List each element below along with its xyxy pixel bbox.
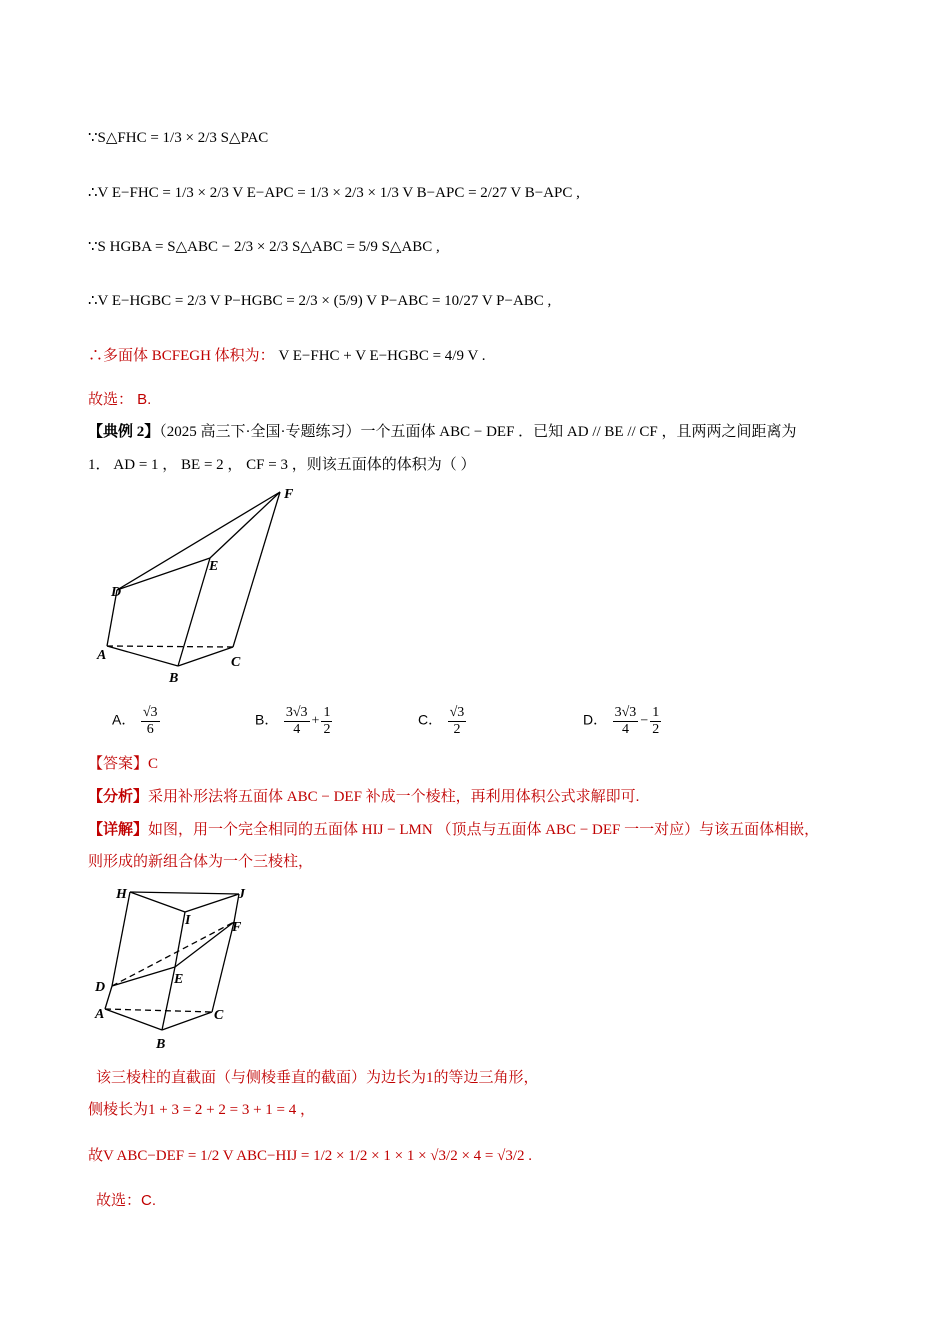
example-2: [88, 422, 797, 442]
step-5-formula: V E−FHC + V E−HGBC = 4/9 V .: [278, 348, 486, 364]
fig2-label-i: I: [185, 913, 191, 928]
option-d[interactable]: D． $\frac{3√3}{4}$ − $\frac{1}{2}$: [583, 705, 660, 737]
fig2-label-e: E: [174, 972, 184, 987]
fig1-label-f: F: [284, 487, 294, 502]
fig2-label-d: D: [95, 980, 106, 995]
fig2-label-j: J: [238, 887, 245, 902]
conclusion-1: 该三棱柱的直截面（与侧棱垂直的截面）为边长为1的等边三角形，: [96, 1070, 539, 1086]
analysis: 【分析】采用补形法将五面体 ABC − DEF 补成一个棱柱，再利用体积公式求解即可.: [88, 789, 640, 805]
step-4: ∴V E−HGBC = 2/3 V P−HGBC = 2/3 × (5/9) V P−ABC = 10/27 V P−ABC ,: [88, 293, 552, 309]
fig1-label-b: B: [169, 671, 179, 686]
example-question-2: 1． AD = 1 ， BE = 2 ， CF = 3 ，则该五面体的体积为（ ）: [88, 457, 476, 473]
fig2-label-a: A: [95, 1007, 105, 1022]
option-b[interactable]: B． $\frac{3√3}{4}$ + $\frac{1}{2}$: [255, 705, 331, 737]
step-5: [88, 346, 486, 366]
choice-1: 故选： B.: [88, 391, 152, 408]
fig1-label-d: D: [111, 585, 122, 600]
conclusion-3: 故V ABC−DEF = 1/2 V ABC−HIJ = 1/2 × 1/2 × 1 × 1 × √3/2 × 4 = √3/2 .: [88, 1148, 533, 1164]
answer: 【答案】C: [88, 756, 159, 772]
step-2: ∴V E−FHC = 1/3 × 2/3 V E−APC = 1/3 × 2/3 × 1/3 V B−APC = 2/27 V B−APC ,: [88, 185, 580, 201]
fig2-label-b: B: [156, 1037, 166, 1052]
fig2-label-h: H: [116, 887, 127, 902]
example-source: （2025 高三下·全国·专题练习）: [159, 424, 361, 440]
fig1-label-c: C: [231, 655, 241, 670]
fig1-label-a: A: [97, 648, 107, 663]
step-1: ∵S△FHC = 1/3 × 2/3 S△PAC: [88, 130, 269, 146]
step-5-prefix: ∴多面体 BCFEGH 体积为：: [88, 348, 275, 364]
fig1-label-e: E: [209, 559, 219, 574]
detail-line-2: 则形成的新组合体为一个三棱柱，: [88, 854, 314, 870]
option-c[interactable]: C． $\frac{√3}{2}$: [418, 705, 465, 737]
example-label: 【典例 2】: [88, 424, 160, 440]
choice-2: 故选：C.: [96, 1192, 157, 1209]
conclusion-2: 侧棱长为1 + 3 = 2 + 2 = 3 + 1 = 4 ，: [88, 1102, 316, 1118]
fig2-label-f: F: [232, 920, 242, 935]
option-a[interactable]: A． $\frac{√3}{6}$: [112, 705, 158, 737]
pentahedron-figure: [95, 482, 305, 687]
prism-figure: [92, 882, 252, 1054]
detail-line-1: 【详解】如图，用一个完全相同的五面体 HIJ − LMN （顶点与五面体 ABC − DEF 一一对应）与该五面体相嵌，: [88, 822, 820, 838]
example-question-1: 一个五面体 ABC − DEF ．已知 AD // BE // CF ，且两两之间距离为: [360, 424, 797, 440]
fig2-label-c: C: [214, 1008, 224, 1023]
step-3: ∵S HGBA = S△ABC − 2/3 × 2/3 S△ABC = 5/9 S△ABC ,: [88, 239, 440, 255]
